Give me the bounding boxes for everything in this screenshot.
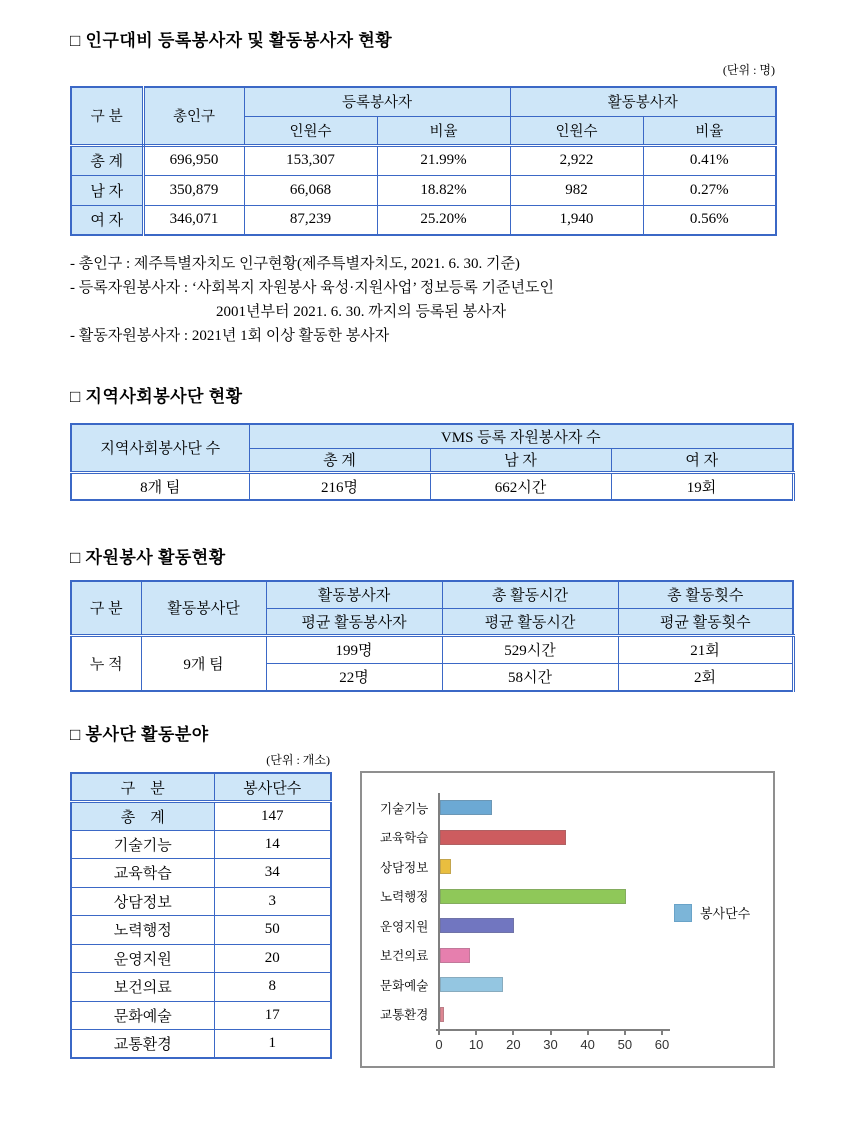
header-cell-avg-times: 평균 활동횟수: [618, 608, 793, 635]
header-cell-avg-volunteers: 평균 활동봉사자: [266, 608, 442, 635]
data-cell: 696,950: [143, 145, 244, 175]
section4-body: [70, 751, 775, 1068]
data-cell: 2,922: [510, 145, 643, 175]
chart-category-label: 교통환경: [380, 1008, 429, 1023]
data-cell: 22명: [266, 663, 442, 691]
row-label-cell: 교통환경: [71, 1030, 214, 1059]
row-label-cell: 상담정보: [71, 887, 214, 916]
table4-row: [71, 830, 331, 859]
header-cell-registered-group: 등록봉사자: [244, 87, 510, 116]
header-cell-reg-count: 인원수: [244, 116, 377, 145]
bar-chart: [360, 771, 775, 1068]
row-label-cell: 누 적: [71, 635, 141, 691]
chart-bar: [440, 800, 492, 815]
table3-data-row1: [71, 635, 793, 663]
table4-row: [71, 1001, 331, 1030]
x-axis-tick: [438, 1031, 440, 1035]
data-cell: 2회: [618, 663, 793, 691]
table4-row: [71, 973, 331, 1002]
data-cell: 153,307: [244, 145, 377, 175]
header-cell-female: 여 자: [611, 448, 793, 472]
header-cell-corps: 활동봉사단: [141, 581, 266, 635]
table1-header-row1: [71, 87, 776, 116]
legend-swatch: [674, 904, 692, 922]
data-cell: 0.27%: [643, 175, 776, 205]
chart-category-label: 문화예술: [380, 978, 429, 993]
data-cell: 982: [510, 175, 643, 205]
data-cell: 20: [214, 944, 331, 973]
chart-x-axis: [436, 1029, 670, 1031]
data-cell: 662시간: [430, 472, 611, 500]
data-cell: 0.56%: [643, 205, 776, 235]
row-label-cell: 총 계: [71, 145, 143, 175]
table3-header-row1: [71, 581, 793, 608]
section4-unit-label: (단위 : 개소): [266, 753, 330, 767]
header-cell-act-ratio: 비율: [643, 116, 776, 145]
data-cell: 216명: [249, 472, 430, 500]
chart-bar: [440, 948, 470, 963]
header-cell-category: 구 분: [71, 773, 214, 802]
data-cell: 8개 팀: [71, 472, 249, 500]
footnotes: [70, 252, 775, 348]
header-cell-corps-count: 봉사단수: [214, 773, 331, 802]
chart-bar: [440, 889, 626, 904]
row-label-cell: 여 자: [71, 205, 143, 235]
header-cell-total-population: 총인구: [143, 87, 244, 145]
table2-data-row: [71, 472, 793, 500]
x-axis-tick-label: 30: [543, 1037, 558, 1052]
row-label-cell: 남 자: [71, 175, 143, 205]
row-label-cell: 노력행정: [71, 916, 214, 945]
header-cell-corps-count: 지역사회봉사단 수: [71, 424, 249, 472]
data-cell: 18.82%: [377, 175, 510, 205]
data-cell: 66,068: [244, 175, 377, 205]
table4-row: [71, 944, 331, 973]
data-cell: 58시간: [442, 663, 618, 691]
header-cell-avg-hours: 평균 활동시간: [442, 608, 618, 635]
chart-plot: [362, 773, 773, 1066]
x-axis-tick-label: 0: [435, 1037, 443, 1052]
chart-category-label: 운영지원: [380, 919, 429, 934]
table4-row-total: [71, 802, 331, 831]
chart-y-axis: [438, 793, 440, 1029]
data-cell: 21.99%: [377, 145, 510, 175]
footnote-line-continuation: 2001년부터 2021. 6. 30. 까지의 등록된 봉사자: [216, 304, 507, 320]
data-cell: 9개 팀: [141, 635, 266, 691]
population-volunteer-table: [70, 86, 777, 236]
data-cell: 21회: [618, 635, 793, 663]
row-label-cell: 보건의료: [71, 973, 214, 1002]
data-cell: 0.41%: [643, 145, 776, 175]
x-axis-tick-label: 60: [654, 1037, 670, 1052]
table1-row-male: [71, 175, 776, 205]
data-cell: 8: [214, 973, 331, 1002]
chart-bar: [440, 977, 503, 992]
data-cell: 34: [214, 859, 331, 888]
activity-field-table-column: [70, 751, 330, 1059]
chart-category-label: 기술기능: [380, 801, 429, 816]
row-label-cell: 기술기능: [71, 830, 214, 859]
data-cell: 19회: [611, 472, 793, 500]
data-cell: 147: [214, 802, 331, 831]
header-cell-total-hours: 총 활동시간: [442, 581, 618, 608]
chart-category-label: 보건의료: [380, 949, 429, 964]
x-axis-tick-label: 10: [468, 1037, 484, 1052]
chart-bar: [440, 1007, 444, 1022]
data-cell: 17: [214, 1001, 331, 1030]
x-axis-tick: [661, 1031, 663, 1035]
legend-label: 봉사단수: [700, 906, 751, 921]
table2-header-row1: [71, 424, 793, 448]
x-axis-tick-label: 20: [506, 1037, 521, 1052]
x-axis-tick-label: 50: [617, 1037, 633, 1052]
table4-header-row: [71, 773, 331, 802]
section4-title: □ 봉사단 활동분야: [70, 725, 209, 744]
chart-legend: [674, 903, 750, 922]
x-axis-tick-label: 40: [580, 1037, 595, 1052]
header-cell-total: 총 계: [249, 448, 430, 472]
x-axis-tick: [550, 1031, 552, 1035]
section3-title: □ 자원봉사 활동현황: [70, 548, 226, 567]
data-cell: 3: [214, 887, 331, 916]
data-cell: 346,071: [143, 205, 244, 235]
header-cell-active-volunteers: 활동봉사자: [266, 581, 442, 608]
header-cell-active-group: 활동봉사자: [510, 87, 776, 116]
x-axis-tick: [587, 1031, 589, 1035]
community-corps-table: [70, 423, 795, 501]
data-cell: 14: [214, 830, 331, 859]
chart-category-label: 노력행정: [380, 890, 429, 905]
activity-field-table: [70, 772, 332, 1059]
section1-title: □ 인구대비 등록봉사자 및 활동봉사자 현황: [70, 31, 393, 50]
table4-row: [71, 916, 331, 945]
row-label-cell: 교육학습: [71, 859, 214, 888]
row-label-cell: 총 계: [71, 802, 214, 831]
chart-category-label: 교육학습: [380, 831, 429, 846]
header-cell-vms-group: VMS 등록 자원봉사자 수: [249, 424, 793, 448]
chart-bar: [440, 859, 451, 874]
section2-title: □ 지역사회봉사단 현황: [70, 387, 243, 406]
section1-unit-label: (단위 : 명): [722, 63, 775, 77]
footnote-line: - 등록자원봉사자 : ‘사회복지 자원봉사 육성·지원사업’ 정보등록 기준년도인: [70, 280, 554, 296]
header-cell-total-times: 총 활동횟수: [618, 581, 793, 608]
table4-row: [71, 1030, 331, 1059]
x-axis-tick: [512, 1031, 514, 1035]
x-axis-tick: [624, 1031, 626, 1035]
data-cell: 1,940: [510, 205, 643, 235]
header-cell-male: 남 자: [430, 448, 611, 472]
activity-status-table: [70, 580, 795, 692]
data-cell: 350,879: [143, 175, 244, 205]
table1-row-total: [71, 145, 776, 175]
footnote-line: - 활동자원봉사자 : 2021년 1회 이상 활동한 봉사자: [70, 328, 390, 344]
data-cell: 1: [214, 1030, 331, 1059]
data-cell: 87,239: [244, 205, 377, 235]
x-axis-tick: [475, 1031, 477, 1035]
chart-bar: [440, 918, 514, 933]
table4-row: [71, 887, 331, 916]
data-cell: 199명: [266, 635, 442, 663]
chart-category-label: 상담정보: [380, 860, 429, 875]
header-cell-category: 구 분: [71, 87, 143, 145]
table1-row-female: [71, 205, 776, 235]
header-cell-category: 구 분: [71, 581, 141, 635]
table4-row: [71, 859, 331, 888]
footnote-line: - 총인구 : 제주특별자치도 인구현황(제주특별자치도, 2021. 6. 30. 기준): [70, 256, 520, 272]
data-cell: 529시간: [442, 635, 618, 663]
data-cell: 50: [214, 916, 331, 945]
header-cell-reg-ratio: 비율: [377, 116, 510, 145]
row-label-cell: 운영지원: [71, 944, 214, 973]
header-cell-act-count: 인원수: [510, 116, 643, 145]
row-label-cell: 문화예술: [71, 1001, 214, 1030]
chart-bar: [440, 830, 566, 845]
data-cell: 25.20%: [377, 205, 510, 235]
